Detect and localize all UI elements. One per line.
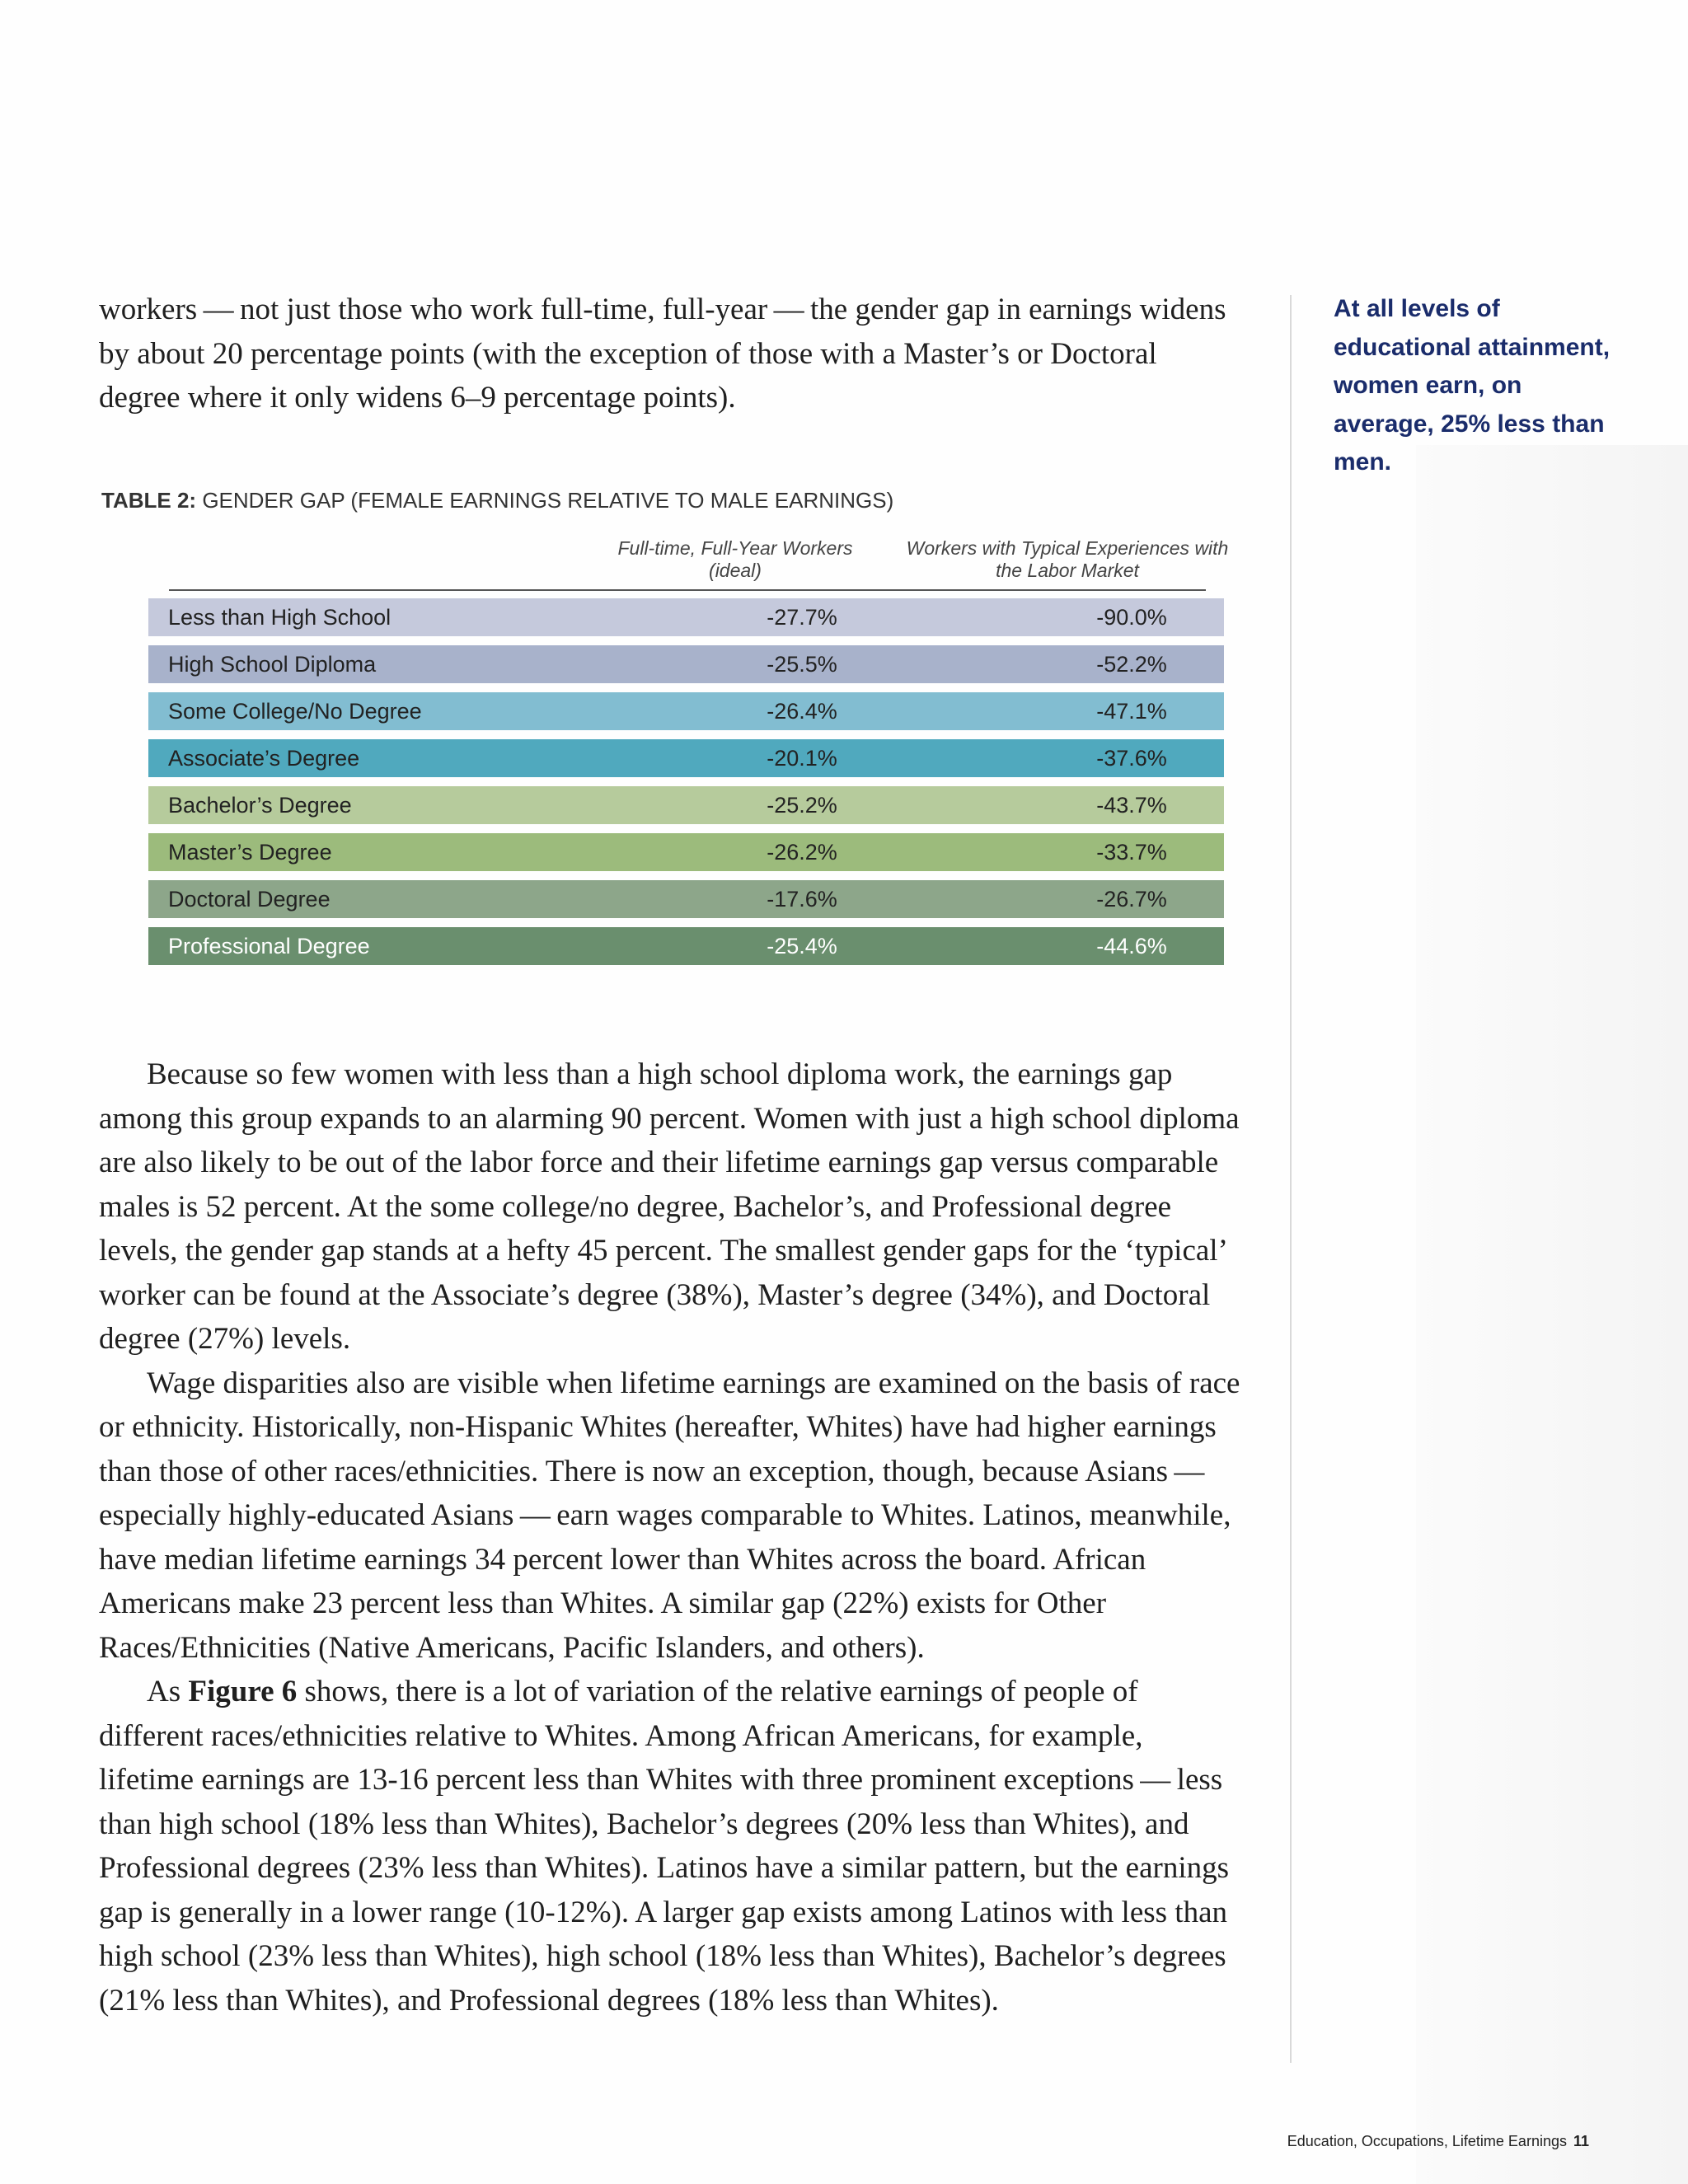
table-caption-title: GENDER GAP (FEMALE EARNINGS RELATIVE TO MALE EARNINGS) [202,488,894,513]
typical-gap-value: -37.6% [1096,746,1167,771]
table-row [148,645,1224,683]
body-text [99,1052,1245,2022]
table-row [148,692,1224,730]
table-caption-label: TABLE 2: [101,488,197,513]
table-row [148,739,1224,777]
sidebar-background [1416,445,1688,2184]
table-caption [101,488,893,513]
typical-gap-value: -33.7% [1096,840,1167,865]
full-time-gap-value: -27.7% [767,605,837,630]
body-paragraph-3-lead: As [147,1675,189,1708]
typical-gap-value: -44.6% [1096,934,1167,958]
table-row [148,833,1224,871]
full-time-gap-value: -26.4% [767,699,837,724]
row-label: Doctoral Degree [168,887,331,912]
table-row [148,598,1224,636]
row-label: Less than High School [168,605,392,630]
footer-title: Education, Occupations, Lifetime Earnings [1287,2133,1567,2149]
body-paragraph-3-rest: shows, there is a lot of variation of the relative earnings of people of different races/ethnicities relative to Whites. Among African Americans, for example, lifetime earnings are 13-16 percent less than Whites with three prominent exceptions — less than high school (18% less than Whites), Bachelor’s degrees (20% less than Whites), and Professional degrees (23% less than Whites). Latinos have a similar pattern, but the earnings gap is generally in a lower range (10-12%). A larger gap exists among Latinos with less than high school (23% less than Whites), high school (18% less than Whites), Bachelor’s degrees (21% less than Whites), and Professional degrees (18% less than Whites). [99,1675,1230,2018]
full-time-gap-value: -20.1% [767,746,837,771]
table-header-rule [169,589,1206,591]
intro-paragraph [99,288,1245,420]
body-paragraph-3 [99,1670,1245,2022]
table-row [148,927,1224,965]
body-paragraph-2: Wage disparities also are visible when lifetime earnings are examined on the basis of race or ethnicity. Historically, non-Hispanic Whites (hereafter, Whites) have had higher earnings than those of other races/ethnicities. There is now an exception, though, because Asians — especially highly-educated Asians — earn wages comparable to Whites. Latinos, meanwhile, have median lifetime earnings 34 percent lower than Whites across the board. African Americans make 23 percent less than Whites. A similar gap (22%) exists for Other Races/Ethnicities (Native Americans, Pacific Islanders, and others). [99,1366,1240,1665]
typical-gap-value: -43.7% [1096,793,1167,818]
full-time-gap-value: -25.5% [767,652,837,677]
row-label: Some College/No Degree [168,699,422,724]
body-paragraph-1: Because so few women with less than a high school diploma work, the earnings gap among this group expands to an alarming 90 percent. Women with just a high school diploma are also likely to be out of the labor force and their lifetime earnings gap versus comparable males is 52 percent. At the some college/no degree, Bachelor’s, and Professional degree levels, the gender gap stands at a hefty 45 percent. The smallest gender gaps for the ‘typical’ worker can be found at the Associate’s degree (38%), Master’s degree (34%), and Doctoral degree (27%) levels. [99,1057,1240,1356]
gender-gap-table [148,598,1224,974]
typical-gap-value: -52.2% [1096,652,1167,677]
table-row [148,786,1224,824]
typical-gap-value: -26.7% [1096,887,1167,912]
column-divider [1290,295,1292,2063]
full-time-gap-value: -25.2% [767,793,837,818]
row-label: Bachelor’s Degree [168,793,352,818]
page-number: 11 [1573,2133,1589,2149]
row-label: Associate’s Degree [168,746,360,771]
column-header-typical: Workers with Typical Experiences with the Labor Market [906,537,1229,581]
figure-6-reference: Figure 6 [188,1675,298,1708]
table-row [148,880,1224,918]
row-label: Master’s Degree [168,840,332,865]
row-label: High School Diploma [168,652,377,677]
typical-gap-value: -47.1% [1096,699,1167,724]
full-time-gap-value: -25.4% [767,934,837,958]
row-label: Professional Degree [168,934,370,958]
pull-quote: At all levels of educational attainment, women earn, on average, 25% less than men. [1334,295,1611,476]
page-footer [1287,2133,1589,2150]
full-time-gap-value: -17.6% [767,887,837,912]
column-header-full-time: Full-time, Full-Year Workers (ideal) [617,537,853,581]
full-time-gap-value: -26.2% [767,840,837,865]
typical-gap-value: -90.0% [1096,605,1167,630]
intro-text: workers — not just those who work full-time, full-year — the gender gap in earnings widens by about 20 percentage points (with the exception of those with a Master’s or Doctoral degree where it only widens 6–9 percentage points). [99,293,1226,415]
